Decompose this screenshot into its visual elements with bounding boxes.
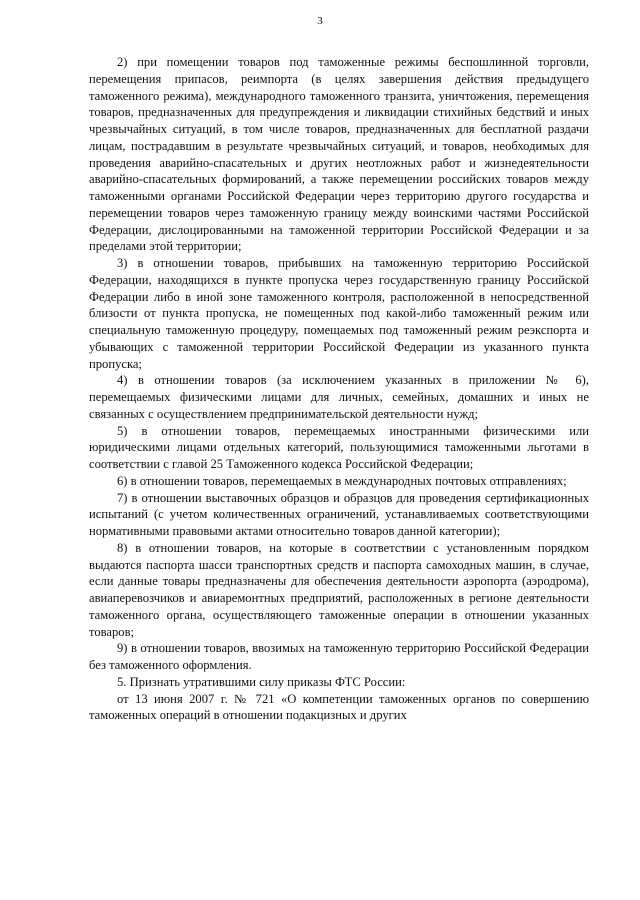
paragraph-item-6: 6) в отношении товаров, перемещаемых в международных почтовых отправлениях;: [117, 473, 567, 488]
paragraph-item-8: 8) в отношении товаров, на которые в соответствии с установленным порядком выдаются паспорта шасси транспортных средств и паспорта самоходных машин, в случае, если данные товары предназначены для обеспечения деятельности аэропорта (аэродрома), авиаперевозчиков и авиаремонтных предприятий, расположенных в регионе деятельности таможенного органа, осуществляющего таможенные операции в отношении указанных товаров;: [89, 540, 589, 639]
paragraph-item-3: 3) в отношении товаров, прибывших на таможенную территорию Российской Федерации, находящихся в пункте пропуска через государственную границу Российской Федерации либо в иной зоне таможенного контроля, расположенной в непосредственной близости от пункта пропуска, не помещенных под какой-либо таможенный режим или специальную таможенную процедуру, помещаемых под таможенный режим реэкспорта и убывающих с таможенной территории Российской Федерации из указанного пункта пропуска;: [89, 256, 589, 371]
paragraph-item-2: 2) при помещении товаров под таможенные режимы беспошлинной торговли, перемещения припасов, реимпорта (в целях завершения действия предыдущего таможенного режима), международного таможенного транзита, уничтожения, перемещения товаров, предназначенных для предупреждения и ликвидации стихийных бедствий и иных чрезвычайных ситуаций, в том числе товаров, предназначенных для бесплатной раздачи лицам, пострадавшим в результате чрезвычайных ситуаций, и товаров, необходимых для проведения аварийно-спасательных и других неотложных работ и жизнедеятельности аварийно-спасательных формирований, а также перемещении российских товаров между таможенными органами Российской Федерации через территорию другого государства и перемещении товаров через таможенную границу между воинскими частями Российской Федерации, дислоцированными на таможенной территории Российской Федерации и за пределами этой территории;: [89, 55, 589, 254]
paragraph-item-9: 9) в отношении товаров, ввозимых на таможенную территорию Российской Федерации без таможенного оформления.: [89, 641, 589, 672]
paragraph-item-7: 7) в отношении выставочных образцов и образцов для проведения сертификационных испытаний (с учетом количественных ограничений, устанавливаемых соответствующими нормативными правовыми актами относительно товаров данной категории);: [89, 490, 589, 538]
page-number: 3: [317, 15, 323, 27]
paragraph-item-4: 4) в отношении товаров (за исключением указанных в приложении № 6), перемещаемых физическими лицами для личных, семейных, домашних и иных не связанных с осуществлением предпринимательской деятельности нужд;: [89, 373, 589, 421]
document-body: [89, 54, 589, 724]
paragraph-clause-5: 5. Признать утратившими силу приказы ФТС России:: [117, 674, 406, 689]
paragraph-item-5: 5) в отношении товаров, перемещаемых иностранными физическими или юридическими лицами отдельных категорий, пользующимися таможенными льготами в соответствии с главой 25 Таможенного кодекса Российской Федерации;: [89, 423, 589, 471]
paragraph-order-reference: от 13 июня 2007 г. № 721 «О компетенции таможенных органов по совершению таможенных операций в отношении подакцизных и других: [89, 691, 589, 723]
